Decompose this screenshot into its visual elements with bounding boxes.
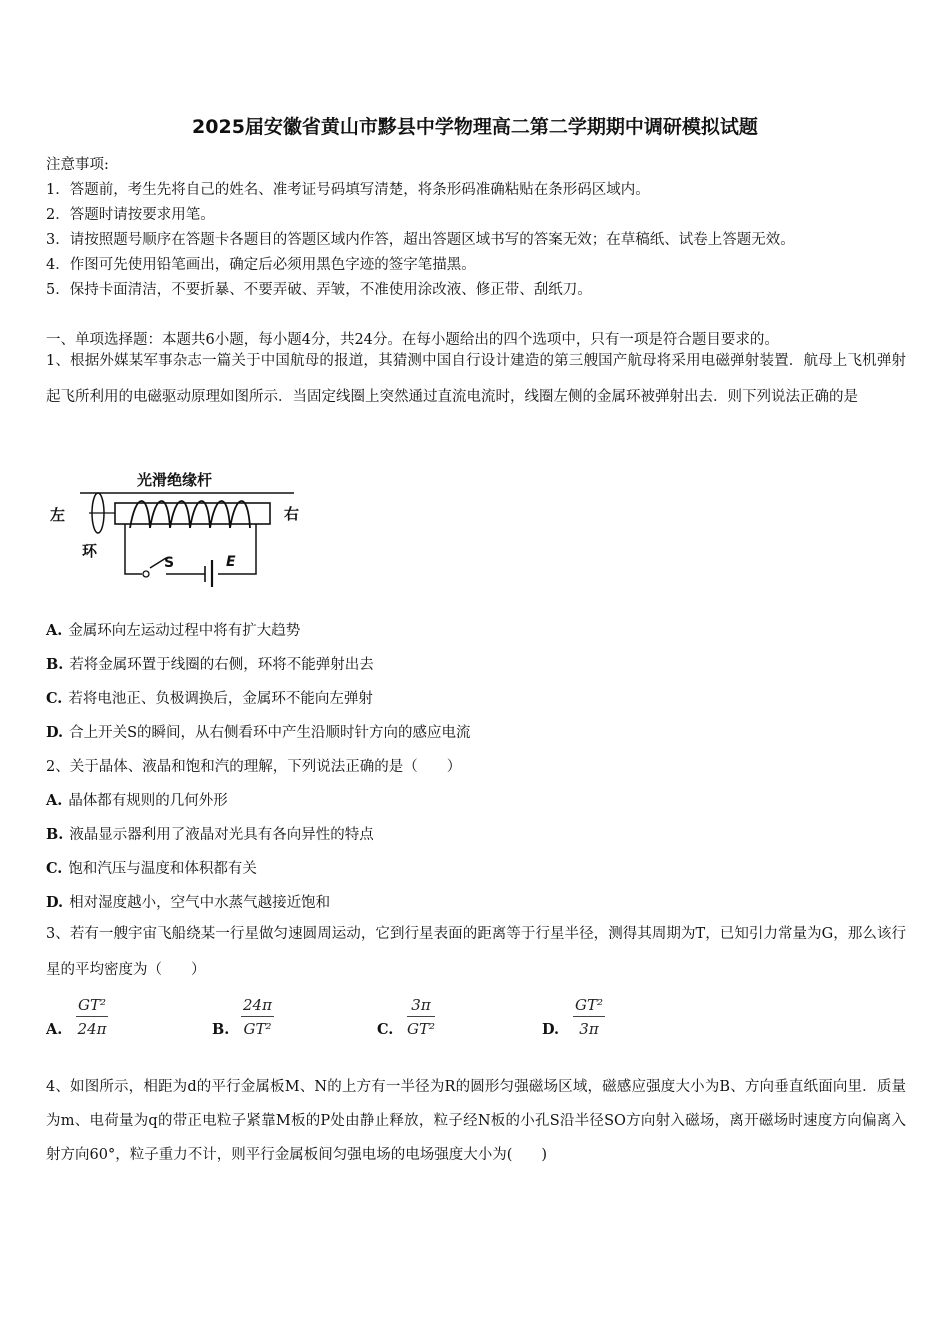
option-letter: A. — [46, 792, 63, 809]
q2-option-d[interactable] — [46, 891, 330, 912]
notice-item: 2．答题时请按要求用笔。 — [46, 207, 215, 223]
option-letter: A. — [46, 1021, 63, 1038]
fraction-numerator: 24π — [241, 996, 274, 1017]
notice-item: 1．答题前，考生先将自己的姓名、准考证号码填写清楚，将条形码准确粘贴在条形码区域内。 — [46, 182, 650, 198]
fraction-denominator: 3π — [579, 1020, 599, 1038]
fraction-denominator: 24π — [77, 1020, 107, 1038]
fraction-numerator: GT² — [76, 996, 108, 1017]
q2-option-b[interactable] — [46, 823, 374, 844]
q1-circuit-figure — [46, 462, 316, 587]
notice-item: 3．请按照题号顺序在答题卡各题目的答题区域内作答，超出答题区域书写的答案无效；在草稿纸、试卷上答题无效。 — [46, 232, 795, 248]
q2-option-a[interactable] — [46, 789, 228, 810]
left-label: 左 — [50, 506, 66, 524]
option-letter: C. — [46, 860, 63, 877]
battery-label: E — [226, 554, 236, 570]
ring-label: 环 — [82, 542, 98, 560]
option-text: 若将金属环置于线圈的右侧，环将不能弹射出去 — [69, 657, 374, 673]
option-text: 合上开关S的瞬间，从右侧看环中产生沿顺时针方向的感应电流 — [69, 725, 471, 741]
option-fraction — [407, 996, 435, 1038]
switch-label: S — [164, 555, 175, 571]
question-1-stem: 1、根据外媒某军事杂志一篇关于中国航母的报道，其猜测中国自行设计建造的第三艘国产航母将采用电磁弹射装置．航母上飞机弹射起飞所利用的电磁驱动原理如图所示．当固定线圈上突然通过直流电流时，线圈左侧的金属环被弹射出去．则下列说法正确的是 — [46, 353, 906, 405]
question-4-stem: 4、如图所示，相距为d的平行金属板M、N的上方有一半径为R的圆形匀强磁场区域，磁感应强度大小为B、方向垂直纸面向里．质量为m、电荷量为q的带正电粒子紧靠M板的P处由静止释放，粒子经N板的小孔S沿半径SO方向射入磁场，离开磁场时速度方向偏离入射方向60°，粒子重力不计，则平行金属板间匀强电场的电场强度大小为( ) — [46, 1079, 906, 1163]
option-letter: B. — [46, 656, 64, 673]
q1-option-a[interactable] — [46, 619, 300, 640]
option-text: 饱和汽压与温度和体积都有关 — [68, 861, 257, 877]
option-letter: B. — [212, 1021, 230, 1038]
option-letter: C. — [377, 1021, 394, 1038]
fraction-numerator: 3π — [407, 996, 435, 1017]
right-label: 右 — [284, 505, 300, 523]
fraction-numerator: GT² — [573, 996, 605, 1017]
q1-option-b[interactable] — [46, 653, 374, 674]
q2-option-c[interactable] — [46, 857, 257, 878]
notice-item: 5．保持卡面清洁，不要折暴、不要弄破、弄皱，不准使用涂改液、修正带、刮纸刀。 — [46, 282, 592, 298]
option-text: 液晶显示器利用了液晶对光具有各向异性的特点 — [69, 827, 374, 843]
option-fraction — [573, 996, 605, 1038]
rod-label: 光滑绝缘杆 — [137, 471, 213, 489]
option-fraction — [241, 996, 274, 1038]
option-text: 相对湿度越小，空气中水蒸气越接近饱和 — [69, 895, 331, 911]
fraction-denominator: GT² — [243, 1020, 272, 1038]
option-letter: C. — [46, 690, 63, 707]
fraction-denominator: GT² — [407, 1020, 436, 1038]
option-fraction — [76, 996, 108, 1038]
option-text: 金属环向左运动过程中将有扩大趋势 — [68, 623, 301, 639]
option-letter: B. — [46, 826, 64, 843]
option-letter: D. — [46, 894, 64, 911]
notice-item: 4．作图可先使用铅笔画出，确定后必须用黑色字迹的签字笔描黑。 — [46, 257, 476, 273]
option-text: 若将电池正、负极调换后，金属环不能向左弹射 — [68, 691, 373, 707]
notice-heading: 注意事项: — [46, 157, 109, 173]
option-letter: D. — [542, 1021, 560, 1038]
question-2-stem: 2、关于晶体、液晶和饱和汽的理解，下列说法正确的是（ ） — [46, 759, 462, 775]
option-text: 晶体都有规则的几何外形 — [68, 793, 228, 809]
q1-option-c[interactable] — [46, 687, 373, 708]
question-3-stem: 3、若有一艘宇宙飞船绕某一行星做匀速圆周运动，它到行星表面的距离等于行星半径，测得其周期为T，已知引力常量为G，那么该行星的平均密度为（ ） — [46, 926, 906, 978]
option-letter: A. — [46, 622, 63, 639]
option-letter: D. — [46, 724, 64, 741]
q1-option-d[interactable] — [46, 721, 471, 742]
section-heading: 一、单项选择题：本题共6小题，每小题4分，共24分。在每小题给出的四个选项中，只有一项是符合题目要求的。 — [46, 332, 779, 348]
page-title: 2025届安徽省黄山市黟县中学物理高二第二学期期中调研模拟试题 — [192, 116, 758, 138]
